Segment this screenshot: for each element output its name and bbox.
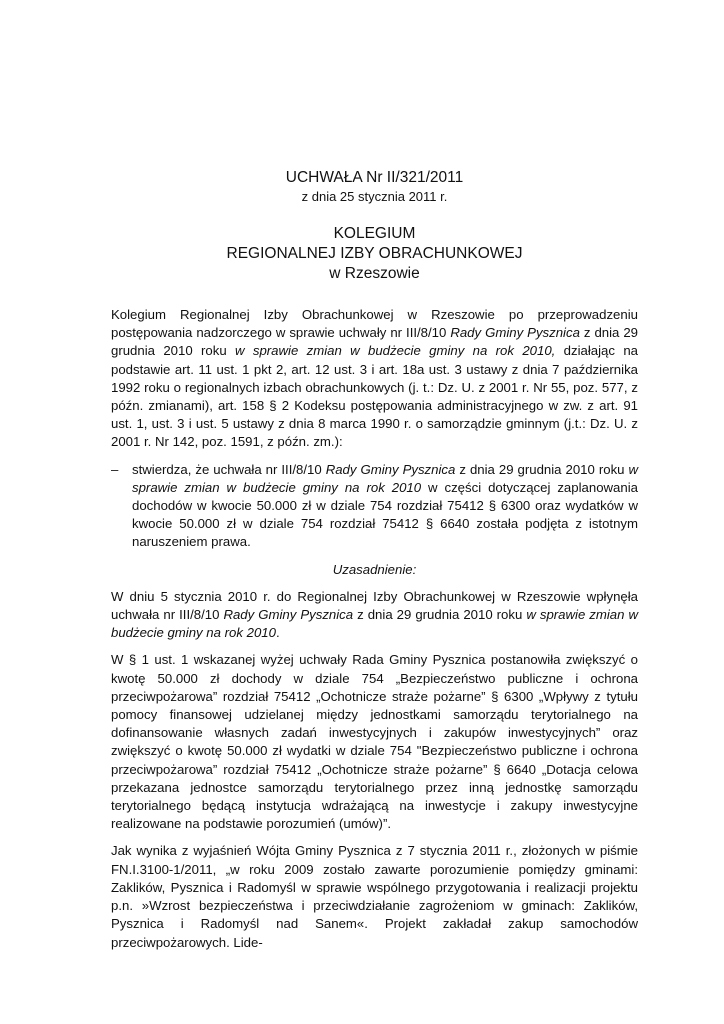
just-p1-text-2: z dnia 29 grudnia 2010 roku (353, 607, 527, 623)
intro-text-3: działając na podstawie art. 11 ust. 1 pkt 2, art. 12 ust. 3 i art. 18a ust. 3 ustawy z dnia 7 października 1992 roku o regionalnych izbach obrachunkowych (j. t.: Dz. U. z 2001 r. Nr 55, poz. 577, z późn. zmianami), art. 158 § 2 Kodeksu postępowania administracyjnego w zw. z art. 91 ust. 1, ust. 3 i ust. 5 ustawy z dnia 8 marca 1990 r. o samorządzie gminnym (j.t.: Dz. U. z 2001 r. Nr 142, poz. 1591, z późn. zm.): (111, 343, 638, 450)
intro-text-2: z dnia 29 grudnia 2010 roku (111, 325, 639, 359)
just-p1-italic-1: Rady Gminy Pysznica (223, 607, 354, 623)
justification-heading: Uzasadnienie: (332, 561, 417, 577)
dash-bullet: – (111, 461, 119, 477)
intro-italic-2: w sprawie zmian w budżecie gminy na rok 2010, (235, 343, 556, 359)
decision-item (111, 461, 638, 552)
resolution-title: UCHWAŁA Nr II/321/2011 (285, 169, 464, 186)
resolution-date: z dnia 25 stycznia 2011 r. (301, 189, 448, 204)
decision-text-3: w części dotyczącej zaplanowania dochodów w kwocie 50.000 zł w dziale 754 rozdział 75412 § 6300 oraz wydatków w kwocie 50.000 zł w dziale 754 rozdział 75412 § 6640 została podjęta z istotnym naruszeniem prawa. (132, 479, 638, 550)
justification-paragraph-2: W § 1 ust. 1 wskazanej wyżej uchwały Rada Gminy Pysznica postanowiła zwiększyć o kwotę 50.000 zł dochody w dziale 754 „Bezpieczeństwo publiczne i ochrona przeciwpożarowa” rozdział 75412 „Ochotnicze straże pożarne” § 6300 „Wpływy z tytułu pomocy finansowej udzielanej między jednostkami samorządu terytorialnego na dofinansowanie własnych zadań inwestycyjnych i zakupów inwestycyjnych” oraz zwiększyć o kwotę 50.000 zł wydatki w dziale 754 "Bezpieczeństwo publiczne i ochrona przeciwpożarowa” rozdział 75412 „Ochotnicze straże pożarne” § 6640 „Dotacja celowa przekazana jednostce samorządu terytorialnego przez inną jednostkę samorządu terytorialnego będącą instytucja wdrażającą na inwestycje i zakupy inwestycyjne realizowane na podstawie porozumień (umów)”. (111, 652, 638, 832)
justification-paragraph-1 (111, 588, 638, 643)
decision-text-1: stwierdza, że uchwała nr III/8/10 (132, 461, 326, 477)
intro-italic-1: Rady Gminy Pysznica (450, 325, 580, 341)
issuer-line-3: w Rzeszowie (329, 265, 420, 282)
decision-italic-1: Rady Gminy Pysznica (325, 461, 456, 477)
just-p1-italic-2: w sprawie zmian w budżecie gminy na rok 2010 (111, 607, 639, 641)
decision-italic-2: w sprawie zmian w budżecie gminy na rok 2010 (132, 461, 639, 495)
decision-text-2: z dnia 29 grudnia 2010 roku (455, 461, 629, 477)
issuer-line-1: KOLEGIUM (333, 225, 416, 242)
just-p1-text-3: . (275, 625, 280, 641)
justification-paragraph-3: Jak wynika z wyjaśnień Wójta Gminy Pysznica z 7 stycznia 2011 r., złożonych w piśmie FN.I.3100-1/2011, „w roku 2009 zostało zawarte porozumienie pomiędzy gminami: Zaklików, Pysznica i Radomyśl w sprawie wspólnego przygotowania i realizacji projektu p.n. »Wzrost bezpieczeństwa i przeciwdziałanie zagrożeniom w gminach: Zaklików, Pysznica i Radomyśl nad Sanem«. Projekt zakładał zakup samochodów przeciwpożarowych. Lide- (111, 843, 638, 950)
document-header (111, 168, 638, 284)
just-p1-text-1: W dniu 5 stycznia 2010 r. do Regionalnej Izby Obrachunkowej w Rzeszowie wpłynęła uchwała nr III/8/10 (111, 588, 638, 623)
issuer-line-2: REGIONALNEJ IZBY OBRACHUNKOWEJ (226, 245, 523, 262)
intro-paragraph (111, 306, 638, 452)
intro-text-1: Kolegium Regionalnej Izby Obrachunkowej w Rzeszowie po przeprowadzeniu postępowania nadzorczego w sprawie uchwały nr III/8/10 (111, 307, 638, 341)
